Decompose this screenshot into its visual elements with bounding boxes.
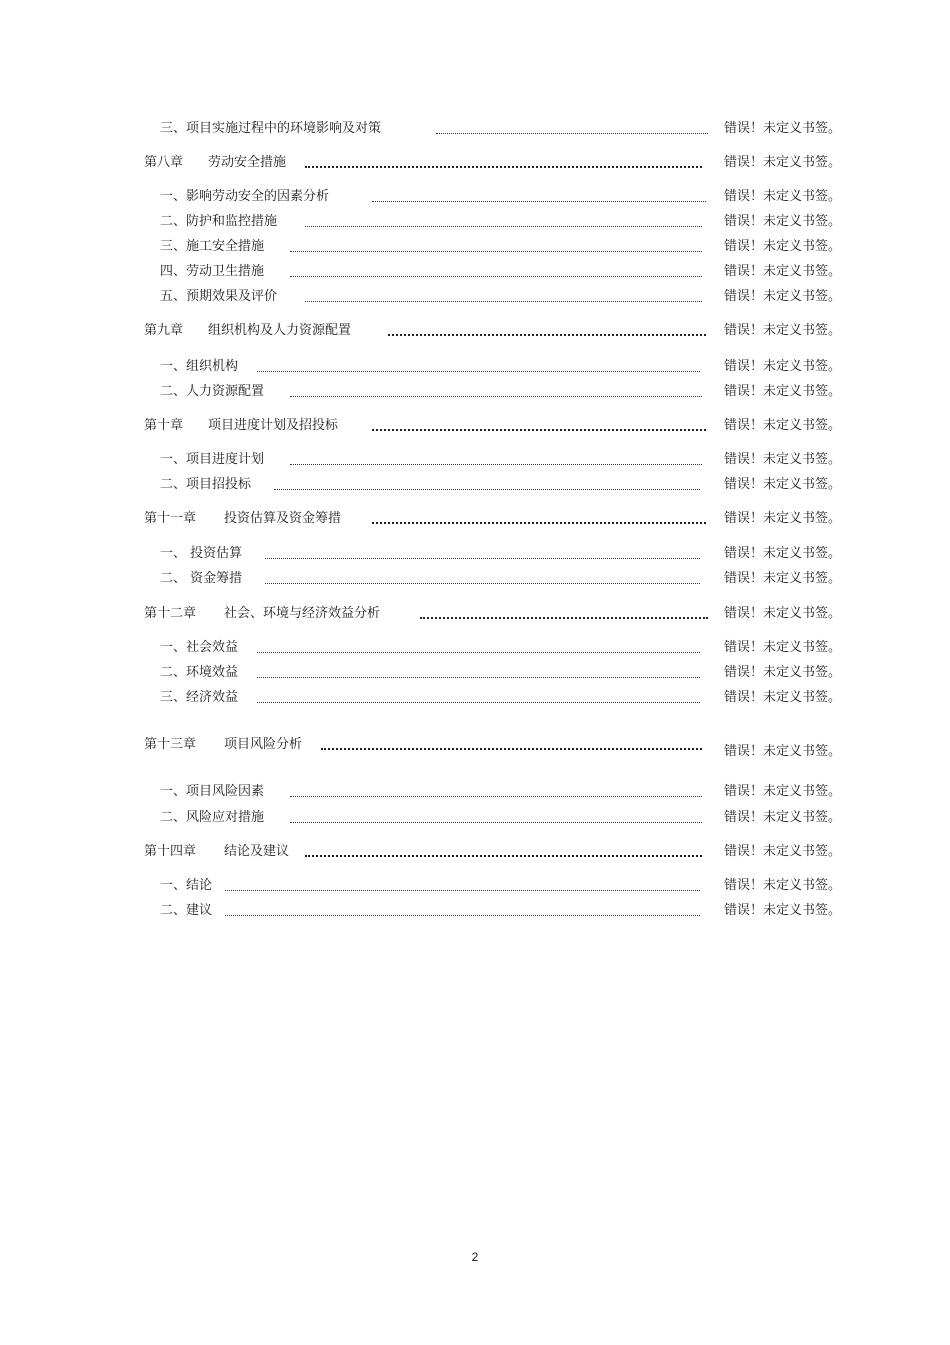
- section-title: 二、项目招投标: [160, 477, 252, 492]
- chapter-title: 投资估算及资金筹措: [224, 511, 342, 526]
- dot-leader: [321, 748, 702, 750]
- dot-leader: [290, 822, 702, 823]
- dot-leader: [372, 201, 706, 202]
- page-reference: 错误！未定义书签。: [724, 452, 842, 467]
- dot-leader: [257, 371, 700, 372]
- toc-section-row[interactable]: [0, 261, 950, 283]
- page-reference: 错误！未定义书签。: [724, 511, 842, 526]
- section-title: 二、防护和监控措施: [160, 214, 278, 229]
- section-title: 三、项目实施过程中的环境影响及对策: [160, 121, 382, 136]
- toc-chapter-row[interactable]: [0, 603, 950, 625]
- chapter-title: 劳动安全措施: [208, 155, 287, 170]
- dot-leader: [274, 489, 700, 490]
- toc-section-row[interactable]: [0, 236, 950, 258]
- page-reference: 错误！未定义书签。: [724, 289, 842, 304]
- toc-chapter-row[interactable]: [0, 152, 950, 174]
- page-reference: 错误！未定义书签。: [724, 606, 842, 621]
- section-title: 一、项目进度计划: [160, 452, 265, 467]
- page-reference: 错误！未定义书签。: [724, 744, 842, 759]
- section-title: 一、结论: [160, 878, 213, 893]
- toc-section-row[interactable]: [0, 186, 950, 208]
- toc-section-row[interactable]: [0, 807, 950, 829]
- page-number: 2: [471, 1250, 479, 1264]
- toc-chapter-row[interactable]: [0, 320, 950, 342]
- toc-section-row[interactable]: [0, 449, 950, 471]
- toc-chapter-row[interactable]: [0, 415, 950, 437]
- chapter-number: 第十三章: [144, 737, 197, 752]
- section-title: 五、预期效果及评价: [160, 289, 278, 304]
- page-reference: 错误！未定义书签。: [724, 155, 842, 170]
- page-reference: 错误！未定义书签。: [724, 418, 842, 433]
- page-reference: 错误！未定义书签。: [724, 477, 842, 492]
- toc-section-row[interactable]: [0, 637, 950, 659]
- chapter-title: 结论及建议: [224, 844, 290, 859]
- dot-leader: [225, 915, 700, 916]
- toc-chapter-row[interactable]: [0, 508, 950, 530]
- chapter-number: 第十章: [144, 418, 184, 433]
- toc-section-row[interactable]: [0, 687, 950, 709]
- toc-section-row[interactable]: [0, 568, 950, 590]
- section-title: 一、项目风险因素: [160, 784, 265, 799]
- dot-leader: [372, 429, 706, 431]
- page-reference: 错误！未定义书签。: [724, 784, 842, 799]
- page-reference: 错误！未定义书签。: [724, 189, 842, 204]
- dot-leader: [436, 133, 708, 134]
- page-reference: 错误！未定义书签。: [724, 546, 842, 561]
- chapter-title: 社会、环境与经济效益分析: [224, 606, 381, 621]
- section-title: 一、组织机构: [160, 359, 239, 374]
- section-title: 一、 投资估算: [160, 546, 243, 561]
- section-title: 二、 资金筹措: [160, 571, 243, 586]
- toc-section-row[interactable]: [0, 875, 950, 897]
- section-title: 一、社会效益: [160, 640, 239, 655]
- chapter-number: 第十一章: [144, 511, 197, 526]
- dot-leader: [305, 855, 702, 857]
- chapter-number: 第十二章: [144, 606, 197, 621]
- dot-leader: [420, 617, 708, 619]
- dot-leader: [290, 251, 702, 252]
- section-title: 二、建议: [160, 903, 213, 918]
- toc-section-row[interactable]: [0, 900, 950, 922]
- chapter-title: 项目风险分析: [224, 737, 303, 752]
- dot-leader: [372, 522, 706, 524]
- chapter-title: 组织机构及人力资源配置: [208, 323, 352, 338]
- page-reference: 错误！未定义书签。: [724, 359, 842, 374]
- toc-section-row[interactable]: [0, 474, 950, 496]
- dot-leader: [265, 583, 700, 584]
- page-reference: 错误！未定义书签。: [724, 844, 842, 859]
- dot-leader: [388, 334, 706, 336]
- section-title: 二、人力资源配置: [160, 384, 265, 399]
- dot-leader: [290, 464, 702, 465]
- page-reference: 错误！未定义书签。: [724, 121, 842, 136]
- dot-leader: [290, 276, 702, 277]
- dot-leader: [257, 677, 700, 678]
- page-reference: 错误！未定义书签。: [724, 571, 842, 586]
- page-reference: 错误！未定义书签。: [724, 214, 842, 229]
- page-reference: 错误！未定义书签。: [724, 384, 842, 399]
- dot-leader: [305, 226, 702, 227]
- section-title: 三、经济效益: [160, 690, 239, 705]
- chapter-number: 第九章: [144, 323, 184, 338]
- page-reference: 错误！未定义书签。: [724, 640, 842, 655]
- dot-leader: [290, 796, 702, 797]
- page-reference: 错误！未定义书签。: [724, 810, 842, 825]
- toc-section-row[interactable]: [0, 781, 950, 803]
- toc-section-row[interactable]: [0, 211, 950, 233]
- chapter-number: 第八章: [144, 155, 184, 170]
- toc-section-row[interactable]: [0, 662, 950, 684]
- dot-leader: [257, 652, 700, 653]
- dot-leader: [257, 702, 700, 703]
- toc-section-row[interactable]: [0, 118, 950, 140]
- page-reference: 错误！未定义书签。: [724, 903, 842, 918]
- dot-leader: [225, 890, 700, 891]
- chapter-title: 项目进度计划及招投标: [208, 418, 339, 433]
- dot-leader: [305, 166, 702, 168]
- section-title: 二、环境效益: [160, 665, 239, 680]
- toc-chapter-row[interactable]: [0, 734, 950, 759]
- dot-leader: [305, 301, 702, 302]
- toc-chapter-row[interactable]: [0, 841, 950, 863]
- dot-leader: [265, 558, 700, 559]
- page-reference: 错误！未定义书签。: [724, 878, 842, 893]
- section-title: 四、劳动卫生措施: [160, 264, 265, 279]
- chapter-number: 第十四章: [144, 844, 197, 859]
- section-title: 二、风险应对措施: [160, 810, 265, 825]
- toc-section-row[interactable]: [0, 543, 950, 565]
- toc-section-row[interactable]: [0, 356, 950, 378]
- page-reference: 错误！未定义书签。: [724, 323, 842, 338]
- section-title: 一、影响劳动安全的因素分析: [160, 189, 330, 204]
- dot-leader: [290, 396, 702, 397]
- page-reference: 错误！未定义书签。: [724, 690, 842, 705]
- toc-section-row[interactable]: [0, 286, 950, 308]
- page-reference: 错误！未定义书签。: [724, 239, 842, 254]
- toc-section-row[interactable]: [0, 381, 950, 403]
- page-reference: 错误！未定义书签。: [724, 665, 842, 680]
- page-reference: 错误！未定义书签。: [724, 264, 842, 279]
- section-title: 三、施工安全措施: [160, 239, 265, 254]
